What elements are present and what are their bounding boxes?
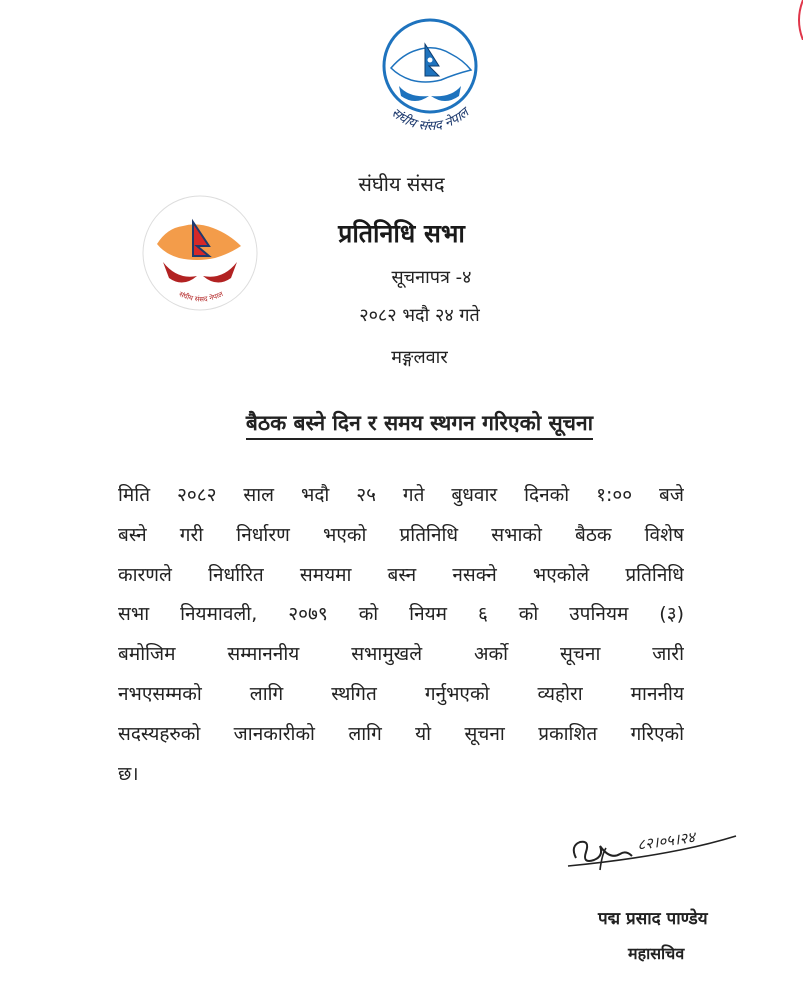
notice-weekday: मङ्गलवार (391, 347, 448, 368)
parliament-name: संघीय संसद (358, 172, 445, 196)
body-line: नभएसम्मको लागि स्थगित गर्नुभएको व्यहोरा माननीय (118, 682, 684, 705)
house-name: प्रतिनिधि सभा (338, 219, 465, 248)
body-line: सभा नियमावली, २०७९ को नियम ६ को उपनियम (३) (118, 603, 684, 626)
signatory-name: पद्म प्रसाद पाण्डेय (598, 909, 708, 929)
body-line: बस्ने गरी निर्धारण भएको प्रतिनिधि सभाको बैठक विशेष (118, 523, 684, 546)
notice-heading (18, 409, 803, 437)
house-of-representatives-emblem-icon (137, 192, 263, 314)
body-line: छ। (118, 762, 139, 785)
notice-body (118, 476, 684, 794)
handwritten-signature (560, 820, 740, 880)
notice-date: २०८२ भदौ २४ गते (359, 305, 480, 326)
emblem-top-text: संघीय संसद नेपाल (388, 105, 472, 134)
body-line: मिति २०८२ साल भदौ २५ गते बुधवार दिनको १:०० बजे (118, 484, 684, 506)
federal-parliament-emblem-icon (355, 14, 505, 144)
signature-scribble: ८२।०५।२४ (636, 828, 697, 854)
svg-text:संघीय संसद नेपाल (388, 103, 474, 134)
corner-mark-icon (793, 0, 803, 40)
notice-number: सूचनापत्र -४ (391, 267, 472, 288)
emblem-left-text: संघीय संसद नेपाल (177, 290, 225, 304)
signatory-title: महासचिव (628, 944, 685, 963)
body-line: सदस्यहरुको जानकारीको लागि यो सूचना प्रकाशित गरिएको (118, 722, 684, 745)
notice-heading-text: बैठक बस्ने दिन र समय स्थगन गरिएको सूचना (246, 411, 593, 440)
body-line: कारणले निर्धारित समयमा बस्न नसक्ने भएकोले प्रतिनिधि (118, 563, 684, 586)
body-line: बमोजिम सम्माननीय सभामुखले अर्को सूचना जारी (118, 643, 684, 666)
